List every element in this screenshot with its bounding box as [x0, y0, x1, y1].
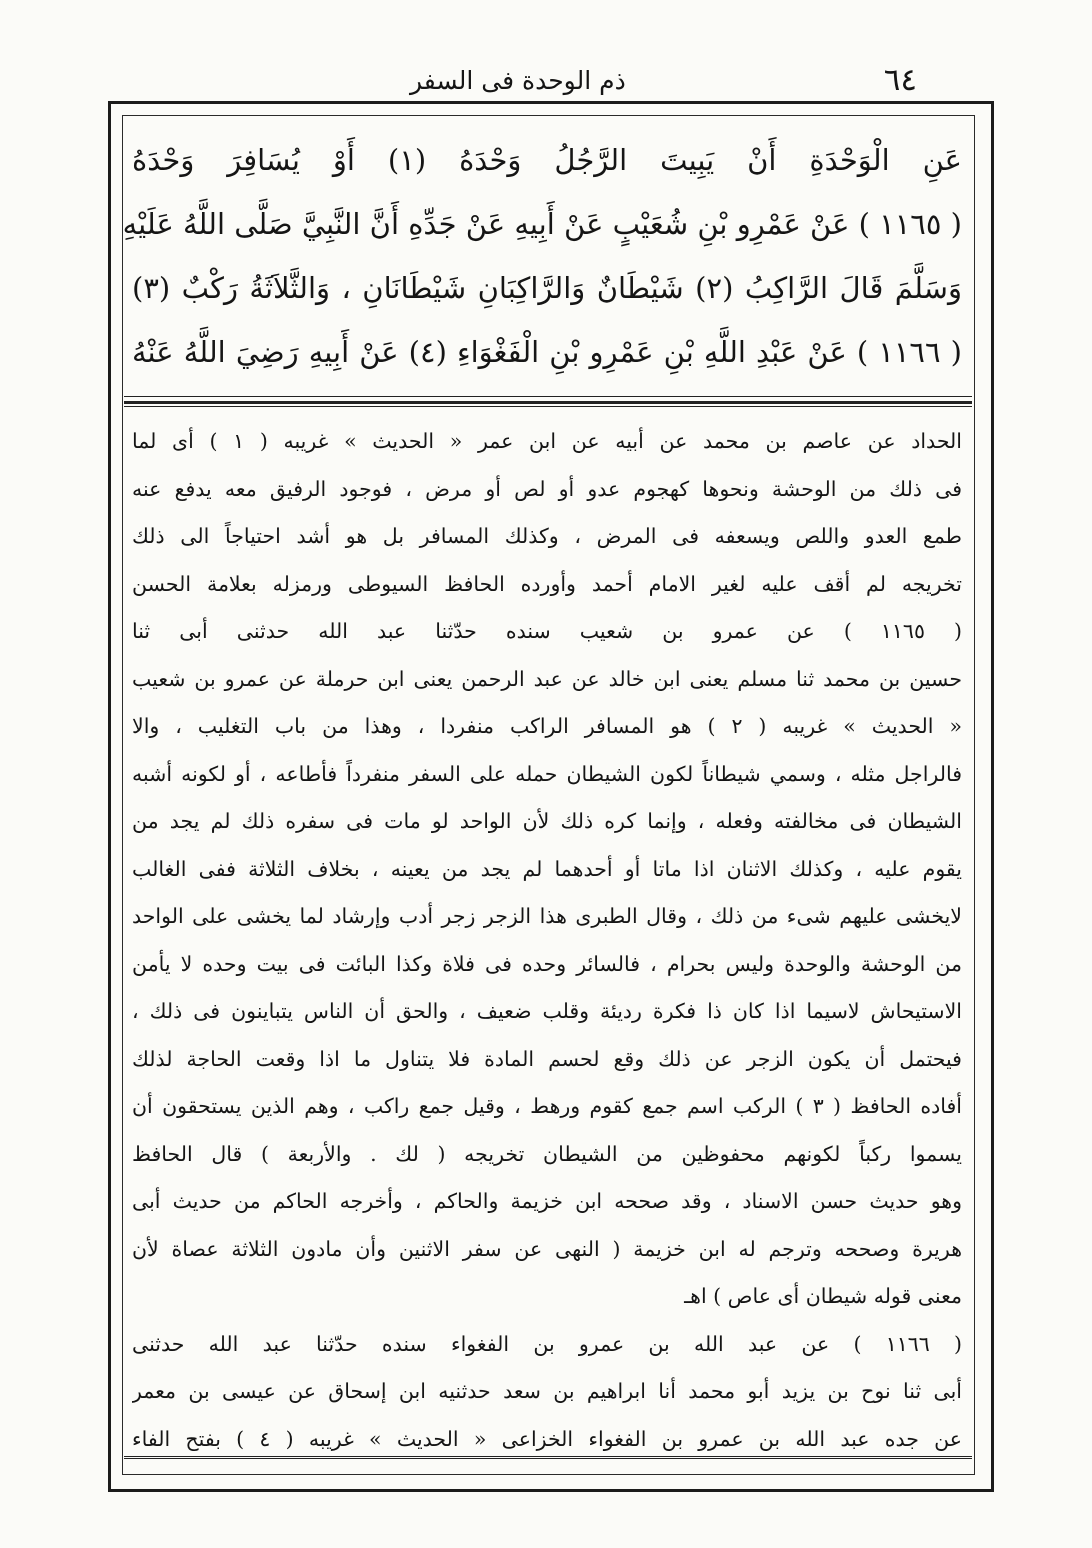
commentary-line: فى ذلك من الوحشة ونحوها كهجوم عدو أو لص أو مرض ، فوجود الرفيق معه يدفع عنه	[132, 476, 962, 501]
page-header	[150, 58, 917, 102]
commentary-line: من الوحشة والوحدة وليس بحرام ، فالسائر وحده فى فلاة وكذا البائت فى بيت وحده لا يأمن	[132, 951, 962, 976]
commentary-line: ( ١١٦٦ ) عن عبد الله بن عمرو بن الفغواء سنده حدّثنا عبد الله حدثنى	[132, 1331, 962, 1356]
commentary-line: يسموا ركباً لكونهم محفوظين من الشيطان تخريجه ( لك . والأربعة ) قال الحافظ	[132, 1141, 962, 1166]
commentary-line: معنى قوله شيطان أى عاص ) اهـ	[684, 1284, 962, 1308]
hadith-line: ( ١١٦٥ ) عَنْ عَمْرِو بْنِ شُعَيْبٍ عَنْ أَبِيهِ عَنْ جَدِّهِ أَنَّ النَّبِيَّ صَلَّى اللَّهُ عَلَيْهِ	[122, 207, 962, 241]
section-divider	[124, 396, 972, 397]
hadith-line: عَنِ الْوَحْدَةِ أَنْ يَبِيتَ الرَّجُلُ وَحْدَهُ (١) أَوْ يُسَافِرَ وَحْدَهُ	[132, 143, 962, 177]
commentary-line: فيحتمل أن يكون الزجر عن ذلك وقع لحسم المادة فلا يتناول ما اذا وقعت الحاجة لذلك	[132, 1046, 962, 1071]
commentary-line: الحداد عن عاصم بن محمد عن أبيه عن ابن عمر « الحديث » غريبه ( ١ ) أى لما	[132, 429, 962, 453]
hadith-line: وَسَلَّمَ قَالَ الرَّاكِبُ (٢) شَيْطَانٌ وَالرَّاكِبَانِ شَيْطَانَانِ ، وَالثَّلاَثَةُ رَكْبٌ (٣)	[132, 271, 962, 305]
commentary-block	[132, 418, 962, 1468]
commentary-line: أفاده الحافظ ( ٣ ) الركب اسم جمع كقوم ورهط ، وقيل جمع راكب ، وهم الذين يستحقون أن	[132, 1094, 962, 1118]
section-divider	[124, 406, 972, 407]
commentary-line: حسين بن محمد ثنا مسلم يعنى ابن خالد عن عبد الرحمن يعنى ابن حرملة عن عمرو بن شعيب	[132, 666, 962, 691]
hadith-text-block	[122, 128, 962, 386]
commentary-line: تخريجه لم أقف عليه لغير الامام أحمد وأورده الحافظ السيوطى ورمزله بعلامة الحسن	[132, 571, 962, 596]
running-title: ذم الوحدة فى السفر	[410, 65, 626, 95]
page-number: ٦٤	[883, 62, 917, 98]
commentary-line: وهو حديث حسن الاسناد ، وقد صححه ابن خزيمة والحاكم ، وأخرجه الحاكم من حديث أبى	[132, 1189, 962, 1213]
commentary-line: أبى ثنا نوح بن يزيد أبو محمد أنا ابراهيم بن سعد حدثنيه ابن إسحاق عن عيسى بن معمر	[132, 1379, 962, 1403]
commentary-line: ( ١١٦٥ ) عن عمرو بن شعيب سنده حدّثنا عبد الله حدثنى أبى ثنا	[132, 619, 962, 643]
commentary-line: عن جده عبد الله بن عمرو بن الفغواء الخزاعى « الحديث » غريبه ( ٤ ) بفتح الفاء	[132, 1426, 962, 1451]
hadith-line: ( ١١٦٦ ) عَنْ عَبْدِ اللَّهِ بْنِ عَمْرِو بْنِ الْفَغْوَاءِ (٤) عَنْ أَبِيهِ رَضِيَ اللَّهُ عَنْهُ	[132, 335, 962, 369]
section-divider	[124, 401, 972, 404]
commentary-line: يقوم عليه ، وكذلك الاثنان اذا ماتا أو أحدهما لم يجد من يعينه ، بخلاف الثلاثة ففى الغالب	[132, 856, 962, 881]
commentary-line: طمع العدو واللص ويسعفه فى المرض ، وكذلك المسافر بل هو أشد احتياجاً الى ذلك	[132, 524, 962, 548]
commentary-line: الاستيحاش لاسيما اذا كان ذا فكرة رديئة وقلب ضعيف ، والحق أن الناس يتباينون فى ذلك ،	[132, 999, 962, 1023]
commentary-line: الشيطان فى مخالفته وفعله ، وإنما كره ذلك لأن الواحد لو مات فى سفره ذلك لم يجد من	[132, 809, 962, 833]
commentary-line: هريرة وصححه وترجم له ابن خزيمة ( النهى عن سفر الاثنين وأن مادون الثلاثة عصاة لأن	[132, 1236, 962, 1261]
bottom-rule	[124, 1456, 972, 1459]
commentary-line: « الحديث » غريبه ( ٢ ) هو المسافر الراكب منفردا ، وهذا من باب التغليب ، والا	[132, 714, 962, 738]
commentary-line: لايخشى عليهم شىء من ذلك ، وقال الطبرى هذا الزجر زجر أدب وإرشاد لما يخشى على الواحد	[132, 904, 962, 928]
commentary-line: فالراجل مثله ، وسمي شيطاناً لكون الشيطان حمله على السفر منفرداً فأطاعه ، أو لكونه أشبه	[132, 761, 962, 786]
